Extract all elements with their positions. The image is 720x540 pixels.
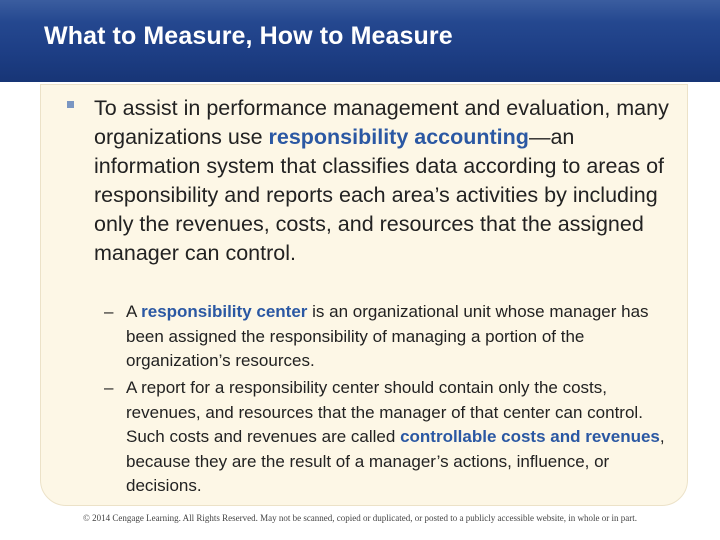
- subbullet-2-text-1: A report for a responsibility center should contain only the costs, revenues, and resources that the manager of that center can control. Such costs and revenues are called: [126, 378, 643, 446]
- subbullet-2-text-2: , because they are the result of a manager’s actions, influence, or decisions.: [126, 427, 665, 495]
- main-bullet-text-1: To assist in performance management and evaluation, many organizations use: [94, 96, 669, 149]
- slide-title: What to Measure, How to Measure: [44, 22, 453, 50]
- subbullet-1-text-1: A: [126, 302, 142, 321]
- term-controllable-costs: controllable costs and revenues: [400, 427, 660, 446]
- title-bar-highlight: [0, 0, 720, 22]
- term-responsibility-center: responsibility center: [141, 302, 308, 321]
- dash-bullet-icon: –: [104, 378, 114, 397]
- square-bullet-icon: [67, 101, 74, 108]
- subbullet-controllable-costs: [126, 376, 666, 499]
- term-responsibility-accounting: responsibility accounting: [268, 125, 529, 149]
- copyright-footer: © 2014 Cengage Learning. All Rights Reserved. May not be scanned, copied or duplicated, or posted to a publicly accessible website, in whole or in part.: [83, 513, 637, 523]
- main-bullet-text-2: —an information system that classifies data according to areas of responsibility and reports each area’s activities by including only the revenues, costs, and resources that the assigned manager can control.: [94, 125, 665, 265]
- main-bullet-text: [94, 94, 669, 268]
- dash-bullet-icon: –: [104, 302, 114, 321]
- subbullet-1-text-2: is an organizational unit whose manager has been assigned the responsibility of managing a portion of the organization’s resources.: [126, 302, 649, 370]
- subbullet-responsibility-center: [126, 300, 666, 374]
